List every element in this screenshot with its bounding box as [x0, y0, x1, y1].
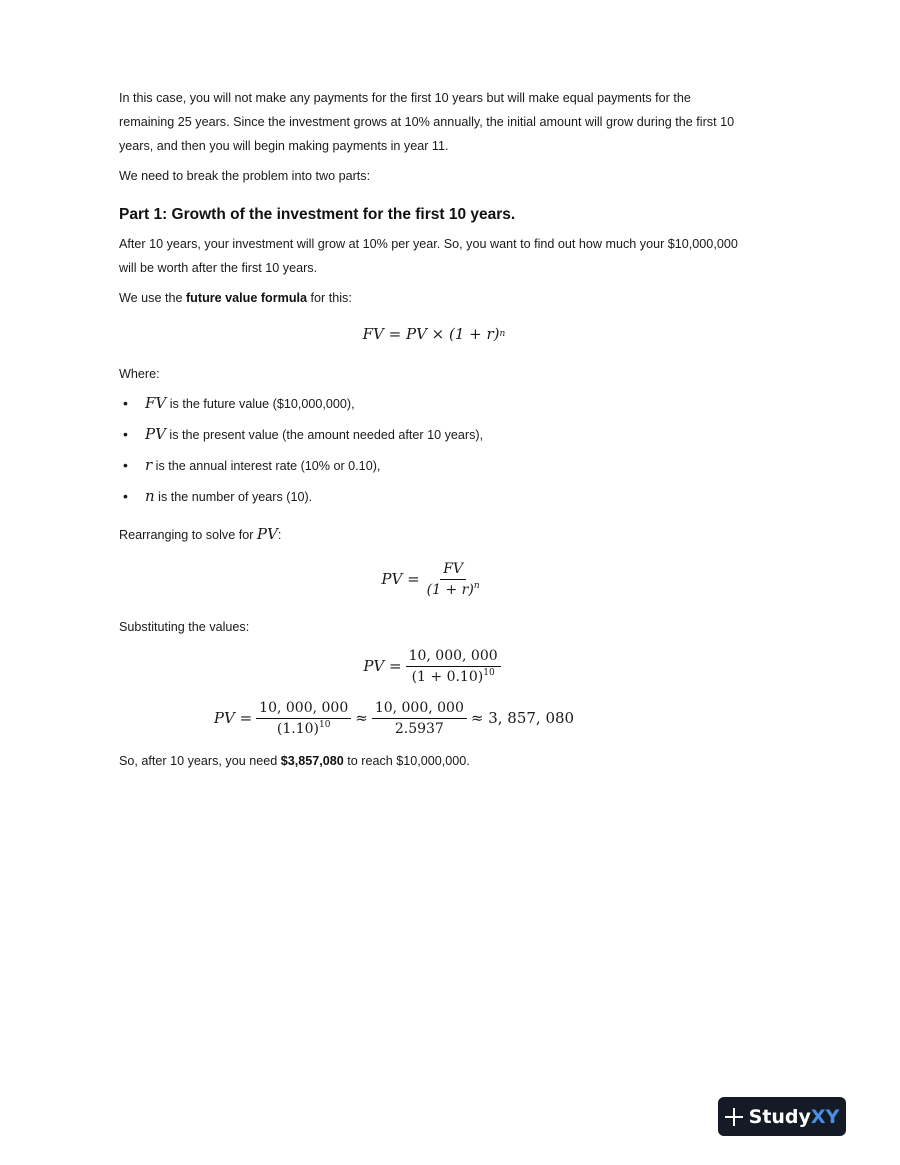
variable-list [119, 388, 749, 512]
substituting-label: Substituting the values: [119, 620, 250, 634]
fraction: $\frac{FV}{(1 + r)^n}$ [426, 560, 480, 598]
part1-heading: Part 1: Growth of the investment for the first 10 years. [119, 206, 516, 223]
list-item: • n is the number of years (10). [119, 481, 749, 512]
rearranging-sentence: Rearranging to solve for PV: [119, 525, 282, 543]
fraction: $\frac{10, 000, 000}{(1.10)^{10}}$ [256, 699, 351, 738]
substitution-equation: PV = $\frac{10, 000, 000}{(1 + 0.10)^{10}}$ [119, 641, 749, 691]
present-value-formula: PV = $\frac{FV}{(1 + r)^n}$ [119, 551, 749, 607]
logo-text: StudyXY [748, 1105, 840, 1128]
list-item: • r is the annual interest rate (10% or 0.10), [119, 450, 749, 481]
answer-amount: $3,857,080 [280, 754, 344, 768]
document-body [119, 86, 749, 773]
conclusion-sentence: So, after 10 years, you need $3,857,080 to reach $10,000,000. [119, 754, 470, 768]
part1-paragraph: After 10 years, your investment will grow at 10% per year. So, you want to find out how much your $10,000,000 will be worth after the first 10 years. [119, 237, 738, 275]
result-equation: PV = $\frac{10, 000, 000}{(1.10)^{10}}$ ≈ $\frac{10, 000, 000}{2.5937}$ ≈ 3, 857, 080 [213, 699, 575, 737]
where-label: Where: [119, 367, 160, 381]
list-item: • FV is the future value ($10,000,000), [119, 388, 749, 419]
formula-intro: We use the future value formula for this: [119, 291, 352, 305]
intro-parts-sentence: We need to break the problem into two parts: [119, 169, 371, 183]
fraction: $\frac{10, 000, 000}{(1 + 0.10)^{10}}$ [406, 647, 501, 686]
plus-icon [725, 1108, 743, 1126]
fraction: $\frac{10, 000, 000}{2.5937}$ [372, 699, 467, 738]
list-item: • PV is the present value (the amount needed after 10 years), [119, 419, 749, 450]
formula-name: future value formula [185, 291, 308, 305]
intro-paragraph: In this case, you will not make any payments for the first 10 years but will make equal payments for the remaining 25 years. Since the investment grows at 10% annually, the initial amount will grow during the first 10 years, and then you will begin making payments in year 11. [119, 91, 735, 153]
future-value-formula: FV = PV × (1 + r) n [362, 325, 506, 343]
studyxy-logo [718, 1097, 846, 1136]
